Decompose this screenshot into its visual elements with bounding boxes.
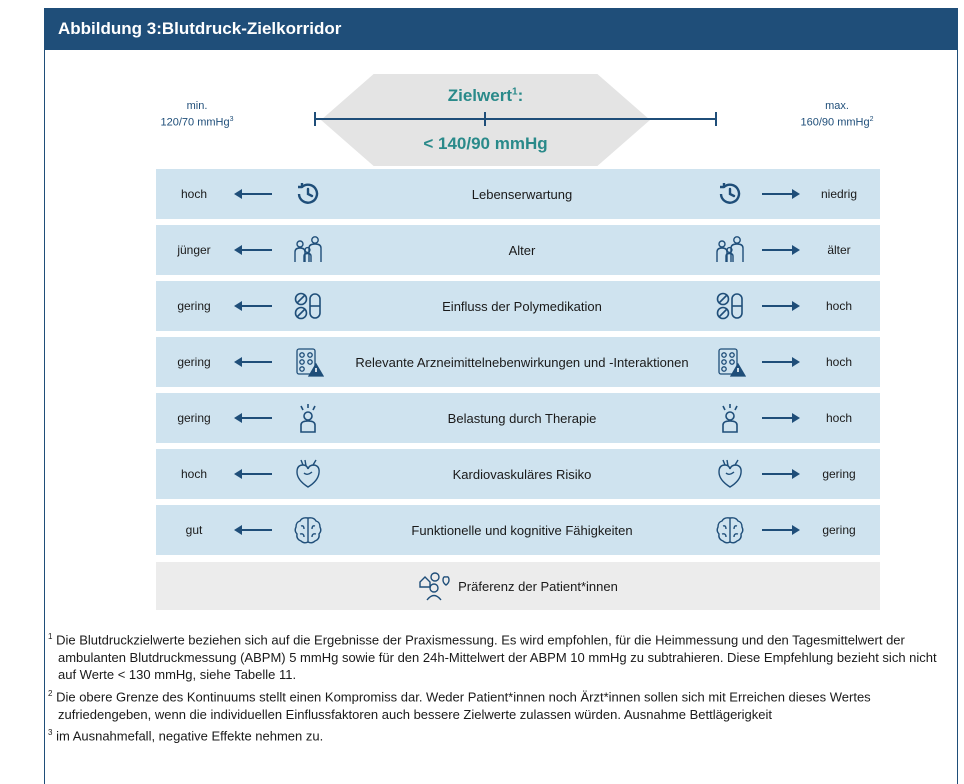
row-right-label: älter bbox=[827, 243, 851, 257]
footnote bbox=[48, 724, 954, 745]
row-right-label: hoch bbox=[825, 299, 853, 313]
preference-label: Präferenz der Patient*innen bbox=[458, 578, 618, 594]
row-left-label: gering bbox=[177, 299, 211, 313]
row-center-label: Lebenserwartung bbox=[471, 186, 573, 202]
heart-icon bbox=[714, 458, 746, 490]
right-arrow-icon bbox=[762, 249, 798, 251]
row-right-label: gering bbox=[822, 467, 856, 481]
pill-warning-icon bbox=[714, 346, 746, 378]
row-center-label: Kardiovaskuläres Risiko bbox=[452, 466, 592, 482]
right-arrow-icon bbox=[762, 417, 798, 419]
pills-icon bbox=[292, 290, 324, 322]
row-center-label: Funktionelle und kognitive Fähigkeiten bbox=[411, 522, 633, 538]
stressed-person-icon bbox=[292, 402, 324, 434]
clock-history-icon bbox=[714, 178, 746, 210]
footnote-text: Die obere Grenze des Kontinuums stellt einen Kompromiss dar. Weder Patient*innen noch Ärzt*innen sollen sich mit Erreichen dieses Wertes zufriedengeben, wenn die individuellen Einflussfaktoren auch bessere Zielwerte zulassen würden. Ausnahme Bettlägerigkeit bbox=[56, 689, 871, 722]
footnote-text: im Ausnahmefall, negative Effekte nehmen zu. bbox=[56, 728, 324, 744]
stressed-person-icon bbox=[714, 402, 746, 434]
target-corridor bbox=[44, 62, 958, 166]
row-center-label: Alter bbox=[508, 242, 536, 258]
row-right-label: hoch bbox=[825, 411, 853, 425]
factor-row bbox=[156, 281, 880, 331]
left-arrow-icon bbox=[236, 193, 272, 195]
row-right-label: hoch bbox=[825, 355, 853, 369]
footnote-text: Die Blutdruckzielwerte beziehen sich auf die Ergebnisse der Praxismessung. Es wird empfohlen, für die Heimmessung und den Tagesmittelwert der ambulanten Blutdruckmessung (ABPM) 5 mmHg sowie für den 24h-Mittelwert der ABPM 10 mmHg zu subtrahieren. Diese Empfehlung bezieht sich nicht auf Werte < 130 mmHg, siehe Tabelle 11. bbox=[56, 632, 937, 683]
min-label: min. 120/70 mmHg$^3$ bbox=[160, 100, 234, 129]
factor-row bbox=[156, 337, 880, 387]
factor-rows bbox=[156, 169, 880, 561]
left-arrow-icon bbox=[236, 361, 272, 363]
target-tick bbox=[484, 112, 486, 126]
footnote-number: 3 bbox=[48, 728, 53, 738]
row-left-label: gering bbox=[177, 411, 211, 425]
preference-row bbox=[156, 562, 880, 610]
left-arrow-icon bbox=[236, 249, 272, 251]
brain-icon bbox=[292, 514, 324, 546]
max-tick bbox=[715, 112, 717, 126]
row-left-label: hoch bbox=[180, 467, 208, 481]
max-label: max. 160/90 mmHg$^2$ bbox=[800, 100, 874, 129]
left-arrow-icon bbox=[236, 305, 272, 307]
patient-preference-icon bbox=[418, 571, 452, 601]
row-left-label: gut bbox=[185, 523, 203, 537]
right-arrow-icon bbox=[762, 473, 798, 475]
target-label: Zielwert$^1$: bbox=[447, 86, 524, 105]
right-arrow-icon bbox=[762, 193, 798, 195]
row-center-label: Relevante Arzneimittelnebenwirkungen und -Interaktionen bbox=[355, 354, 689, 370]
factor-row bbox=[156, 393, 880, 443]
min-tick bbox=[314, 112, 316, 126]
target-value: < 140/90 mmHg bbox=[423, 134, 548, 153]
left-arrow-icon bbox=[236, 473, 272, 475]
row-left-label: hoch bbox=[180, 187, 208, 201]
row-right-label: niedrig bbox=[820, 187, 858, 201]
pills-icon bbox=[714, 290, 746, 322]
clock-history-icon bbox=[292, 178, 324, 210]
row-right-label: gering bbox=[822, 523, 856, 537]
family-icon bbox=[292, 234, 324, 266]
factor-row bbox=[156, 505, 880, 555]
figure-title: Abbildung 3:Blutdruck-Zielkorridor bbox=[44, 8, 958, 50]
footnote bbox=[48, 685, 954, 723]
footnotes bbox=[48, 628, 954, 746]
heart-icon bbox=[292, 458, 324, 490]
family-icon bbox=[714, 234, 746, 266]
left-arrow-icon bbox=[236, 529, 272, 531]
row-left-label: jünger bbox=[177, 243, 211, 257]
footnote-number: 2 bbox=[48, 688, 53, 698]
right-arrow-icon bbox=[762, 361, 798, 363]
pill-warning-icon bbox=[292, 346, 324, 378]
factor-row bbox=[156, 169, 880, 219]
footnote bbox=[48, 628, 954, 684]
corridor-line bbox=[314, 118, 717, 120]
left-arrow-icon bbox=[236, 417, 272, 419]
factor-row bbox=[156, 225, 880, 275]
row-center-label: Belastung durch Therapie bbox=[447, 410, 597, 426]
row-left-label: gering bbox=[177, 355, 211, 369]
brain-icon bbox=[714, 514, 746, 546]
footnote-number: 1 bbox=[48, 632, 53, 641]
right-arrow-icon bbox=[762, 305, 798, 307]
row-center-label: Einfluss der Polymedikation bbox=[442, 298, 602, 314]
factor-row bbox=[156, 449, 880, 499]
right-arrow-icon bbox=[762, 529, 798, 531]
